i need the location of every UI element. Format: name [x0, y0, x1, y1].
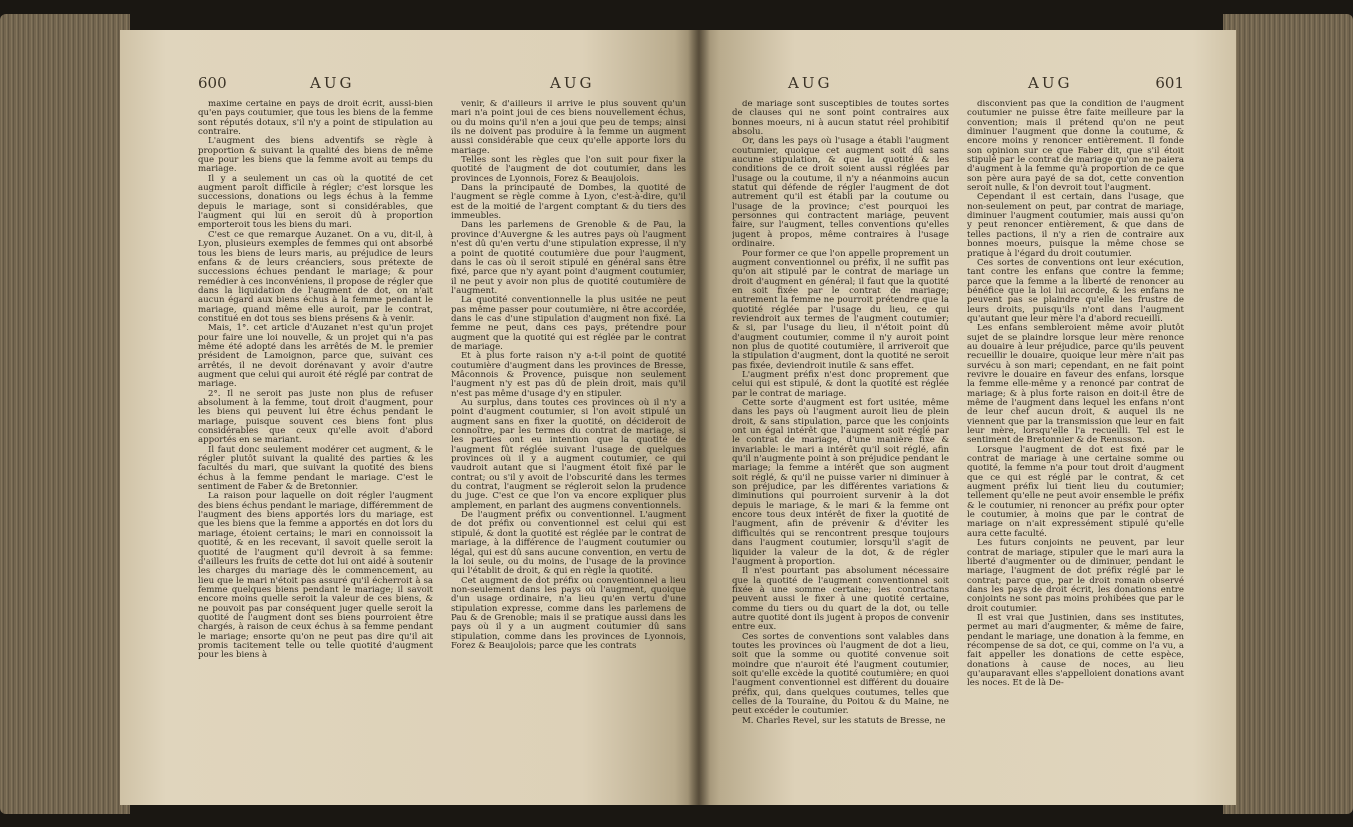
paragraph: 2°. Il ne seroit pas juste non plus de refuser absolument à la femme, tout droit d'augment, pour les biens qui peuvent lui être échus pendant le mariage, puisque souvent ces biens font plus considérables que ceux qu'elle avoit d'abord apportés en se mariant. — [198, 388, 433, 446]
right-running-head-2: AUG — [1028, 74, 1073, 92]
right-column-2 — [967, 100, 1184, 789]
paragraph: maxime certaine en pays de droit écrit, aussi-bien qu'en pays coutumier, que tous les biens de la femme sont réputés dotaux, s'il n'y a point de stipulation au contraire. — [198, 100, 433, 138]
paragraph: De l'augment préfix ou conventionnel. L'augment de dot préfix ou conventionnel est celui qui est stipulé, & dont la quotité est réglée par le contrat de mariage, à la différence de l'augment coutumier ou légal, qui est dû sans aucune convention, en vertu de la loi seule, ou du moins, de l'usage de la province qui l'établit de droit, & qui en règle la quotité. — [451, 510, 686, 577]
paragraph: L'augment des biens adventifs se règle à proportion & suivant la qualité des biens de même que pour les biens que la femme avoit au temps du mariage. — [198, 136, 433, 175]
left-page-number: 600 — [198, 74, 227, 92]
paragraph: disconvient pas que la condition de l'augment coutumier ne puisse être faite meilleure par la convention; mais il prétend qu'on ne peut diminuer l'augment que donne la coutume, & encore moins y renoncer entièrement. Il fonde son opinion sur ce que Faber dit, que s'il étoit stipulé par le contrat de mariage qu'on ne paiera d'augment à la femme qu'à proportion de ce que son père aura payé de sa dot, cette convention seroit nulle, & l'on devroit tout l'augment. — [967, 100, 1184, 194]
left-page — [120, 30, 698, 805]
paragraph: Pour former ce que l'on appelle proprement un augment conventionnel ou préfix, il ne suffit pas qu'on ait stipulé par le contrat de mariage un droit d'augment en général; il faut que la quotité en soit fixée par le contrat de mariage; autrement la femme ne pourroit prétendre que la quotité réglée par l'usage du lieu, ce qui reviendroit aux termes de l'augment coutumier; & si, par l'usage du lieu, il n'étoit point dû d'augment coutumier, comme il n'y auroit point non plus de quotité coutumière, il arriveroit que la stipulation d'augment, dont la quotité ne seroit pas fixée, deviendroit inutile & sans effet. — [732, 248, 949, 371]
left-running-head-2: AUG — [550, 74, 595, 92]
right-running-head-1: AUG — [788, 74, 833, 92]
left-columns — [198, 100, 686, 789]
paragraph: Or, dans les pays où l'usage a établi l'augment coutumier, quoique cet augment soit dû sans aucune stipulation, & que la quotité & les conditions de ce droit soient aussi réglées par l'usage ou la coutume, il n'y a néanmoins aucun statut qui défende de régler l'augment de dot autrement qu'il est établi par la coutume ou l'usage de la province; c'est pourquoi les personnes qui contractent mariage, peuvent faire, sur l'augment, telles conventions qu'elles jugent à propos, même contraires à l'usage ordinaire. — [732, 136, 949, 250]
paragraph: Cet augment de dot préfix ou conventionnel a lieu non-seulement dans les pays où l'augment, quoique d'un usage ordinaire, n'a lieu qu'en vertu d'une stipulation expresse, comme dans les parlemens de Pau & de Grenoble; mais il se pratique aussi dans les pays où il y a un augment coutumier dû sans stipulation, comme dans les provinces de Lyonnois, Forez & Beaujolois; parce que les contrats — [451, 575, 686, 651]
paragraph: La quotité conventionnelle la plus usitée ne peut pas même passer pour coutumière, ni être accordée, dans le cas d'une stipulation d'augment non fixé. La femme ne peut, dans ces pays, prétendre pour augment que la quotité qui est réglée par le contrat de mariage. — [451, 295, 686, 352]
paragraph: Telles sont les règles que l'on suit pour fixer la quotité de l'augment de dot coutumier, dans les provinces de Lyonnois, Forez & Beaujolois. — [451, 155, 686, 184]
paragraph: L'augment préfix n'est donc proprement que celui qui est stipulé, & dont la quotité est réglée par le contrat de mariage. — [732, 369, 949, 399]
right-column-1 — [732, 100, 949, 789]
paragraph: Mais, 1°. cet article d'Auzanet n'est qu'un projet pour faire une loi nouvelle, & un projet qui n'a pas même été adopté dans les arrêtés de M. le premier président de Lamoignon, parce que, suivant ces arrêtés, il ne devoit dorénavant y avoir d'autre augment que celui qui auroit été réglé par contrat de mariage. — [198, 323, 433, 390]
right-page — [698, 30, 1236, 805]
paragraph: Les futurs conjoints ne peuvent, par leur contrat de mariage, stipuler que le mari aura la liberté d'augmenter ou de diminuer, pendant le mariage, l'augment de dot préfix réglé par le contrat; parce que, par le droit romain observé dans les pays de droit écrit, les donations entre conjoints ne sont pas moins prohibées que par le droit coutumier. — [967, 538, 1184, 614]
paragraph: Dans les parlemens de Grenoble & de Pau, la province d'Auvergne & les autres pays où l'augment n'est dû qu'en vertu d'une stipulation expresse, il n'y a point de quotité coutumière due pour l'augment, dans le cas où il seroit stipulé en général sans être fixé, parce que n'y ayant point d'augment coutumier, il ne peut y avoir non plus de quotité coutumière de l'augment. — [451, 220, 686, 296]
book-edge-right — [1223, 14, 1353, 814]
left-column-2 — [451, 100, 686, 789]
paragraph: Il y a seulement un cas où la quotité de cet augment paroît difficile à régler; c'est lorsque les successions, donations ou legs échus à la femme depuis le mariage, sont si considérables, que l'augment qui lui en seroit dû à proportion emporteroit tous les biens du mari. — [198, 173, 433, 231]
paragraph: de mariage sont susceptibles de toutes sortes de clauses qui ne sont point contraires aux bonnes moeurs, ni à aucun statut réel prohibitif absolu. — [732, 100, 949, 138]
paragraph: Lorsque l'augment de dot est fixé par le contrat de mariage à une certaine somme ou quotité, la femme n'a pour tout droit d'augment que ce qui est réglé par le contrat, & cet augment préfix lui tient lieu du coutumier; tellement qu'elle ne peut avoir ensemble le préfix & le coutumier, ni renoncer au préfix pour opter le coutumier, à moins que par le contrat de mariage on n'ait expressément stipulé qu'elle aura cette faculté. — [967, 444, 1184, 539]
paragraph: Les enfans sembleroient même avoir plutôt sujet de se plaindre lorsque leur mère renonce au douaire à leur préjudice, parce qu'ils peuvent recueillir le douaire, quoique leur mère n'ait pas survécu à son mari; cependant, en ne fait point revivre le douaire en faveur des enfans, lorsque la femme elle-même y a renoncé par contrat de mariage; & à plus forte raison en doit-il être de même de l'augment dans lequel les enfans n'ont de leur chef aucun droit, & auquel ils ne viennent que par la transmission que leur en fait leur mère, lorsqu'elle l'a recueilli. Tel est le sentiment de Bretonnier & de Renusson. — [967, 323, 1184, 446]
book-gutter — [688, 30, 710, 805]
paragraph: Ces sortes de conventions sont valables dans toutes les provinces où l'augment de dot a lieu, soit que la somme ou quotité convenue soit moindre que n'auroit été l'augment coutumier, soit qu'elle excède la quotité coutumière; en quoi l'augment conventionnel est différent du douaire préfix, qui, dans quelques coutumes, telles que celles de la Touraine, du Poitou & du Maine, ne peut excéder le coutumier. — [732, 631, 949, 717]
paragraph: Il n'est pourtant pas absolument nécessaire que la quotité de l'augment conventionnel soit fixée à une somme certaine; les contractans peuvent aussi le fixer à une quotité certaine, comme du tiers ou du quart de la dot, ou telle autre quotité dont ils jugent à propos de convenir entre eux. — [732, 566, 949, 633]
paragraph: Au surplus, dans toutes ces provinces où il n'y a point d'augment coutumier, si l'on avoit stipulé un augment sans en fixer la quotité, on décideroit de connoître, par les termes du contrat de mariage, si les parties ont eu intention que la quotité de l'augment fût réglée suivant l'usage de quelques provinces où il y a augment coutumier, ce qui vaudroit autant que si l'augment étoit fixé par le contrat; ou s'il y avoit de l'obscurité dans les termes du contrat, l'augment se régleroit selon la prudence du juge. C'est ce que l'on va encore expliquer plus amplement, en parlant des augmens conventionnels. — [451, 398, 686, 511]
book-edge-left — [0, 14, 130, 814]
paragraph: Et à plus forte raison n'y a-t-il point de quotité coutumière d'augment dans les provinces de Bresse, Mâconnois & Provence, puisque non seulement l'augment n'y est pas dû de plein droit, mais qu'il n'est pas même d'usage d'y en stipuler. — [451, 351, 686, 399]
paragraph: Cette sorte d'augment est fort usitée, même dans les pays où l'augment auroit lieu de plein droit, & sans stipulation, parce que les conjoints ont un égal intérêt que l'augment soit réglé par le contrat de mariage, d'une manière fixe & invariable: le mari a intérêt qu'il soit réglé, afin qu'il n'augmente point à son préjudice pendant le mariage; la femme a intérêt que son augment soit réglé, & qu'il ne puisse varier ni diminuer à son préjudice, par les différentes variations & diminutions qui pourroient survenir à la dot depuis le mariage, & le mari & la femme ont encore tous deux intérêt de fixer la quotité de l'augment, afin de prévenir & d'éviter les difficultés qui se rencontrent presque toujours dans l'augment coutumier, lorsqu'il s'agit de liquider la valeur de la dot, & de régler l'augment à proportion. — [732, 398, 949, 567]
right-columns — [732, 100, 1184, 789]
right-page-number: 601 — [1155, 74, 1184, 92]
paragraph: Il faut donc seulement modérer cet augment, & le régler plutôt suivant la qualité des parties & les facultés du mari, que suivant la quotité des biens échus à la femme pendant le mariage. C'est le sentiment de Faber & de Bretonnier. — [198, 444, 433, 493]
paragraph: C'est ce que remarque Auzanet. On a vu, dit-il, à Lyon, plusieurs exemples de femmes qui ont absorbé tous les biens de leurs maris, au préjudice de leurs enfans & de leurs créanciers, sous prétexte de successions échues pendant le mariage; & pour remédier à ces inconvéniens, il propose de régler que dans la liquidation de l'augment de dot, on n'ait aucun égard aux biens échus à la femme pendant le mariage, quand même elle auroit, par le contrat, constitué en dot tous ses biens présens & à venir. — [198, 229, 433, 324]
paragraph: Cependant il est certain, dans l'usage, que non-seulement on peut, par contrat de mariage, diminuer l'augment coutumier, mais aussi qu'on y peut renoncer entièrement, & que dans de telles pactions, il n'y a rien de contraire aux bonnes moeurs, puisque la même chose se pratique à l'égard du droit coutumier. — [967, 192, 1184, 259]
paragraph: La raison pour laquelle on doit régler l'augment des biens échus pendant le mariage, différemment de l'augment des biens apportés lors du mariage, est que les biens que la femme a apportés en dot lors du mariage, étoient certains; le mari en connoissoit la quotité, & en les recevant, il savoit quelle seroit la quotité de l'augment qu'il devroit à sa femme: d'ailleurs les fruits de cette dot lui ont aidé à soutenir les charges du mariage dès le commencement, au lieu que le mari n'étoit pas assuré qu'il écherroit à sa femme quelques biens pendant le mariage; il savoit encore moins quelle seroit la valeur de ces biens, & ne pouvoit pas par conséquent juger quelle seroit la quotité de l'augment dont ses biens pourroient être chargés, à raison de ceux échus à sa femme pendant le mariage; ensorte qu'on ne peut pas dire qu'il ait promis tacitement telle ou telle quotité d'augment pour les biens à — [198, 491, 433, 661]
paragraph: M. Charles Revel, sur les statuts de Bresse, ne — [742, 715, 946, 726]
paragraph: Il est vrai que Justinien, dans ses institutes, permet au mari d'augmenter, & même de faire, pendant le mariage, une donation à la femme, en récompense de sa dot, ce qui, comme on l'a vu, a fait appeller les donations de cette espèce, donations à cause de noces, au lieu qu'auparavant elles s'appelloient donations avant les noces. Et de là De- — [967, 612, 1184, 689]
left-running-head-1: AUG — [310, 74, 355, 92]
paragraph: Ces sortes de conventions ont leur exécution, tant contre les enfans que contre la femme; parce que la femme a la liberté de renoncer au bénéfice que la loi lui accorde, & les enfans ne peuvent pas se plaindre qu'elle les frustre de leurs droits, puisqu'ils n'ont dans l'augment qu'autant que leur mère l'a d'abord recueilli. — [967, 257, 1184, 324]
paragraph: venir, & d'ailleurs il arrive le plus souvent qu'un mari n'a point joui de ces biens nouvellement échus, ou du moins qu'il n'en a joui que peu de temps; ainsi ils ne doivent pas produire à la femme un augment aussi considérable que ceux qu'elle apporte lors du mariage. — [451, 100, 686, 156]
paragraph: Dans la principauté de Dombes, la quotité de l'augment se règle comme à Lyon, c'est-à-dire, qu'il est de la moitié de l'argent comptant & du tiers des immeubles. — [451, 183, 686, 222]
left-column-1 — [198, 100, 433, 789]
